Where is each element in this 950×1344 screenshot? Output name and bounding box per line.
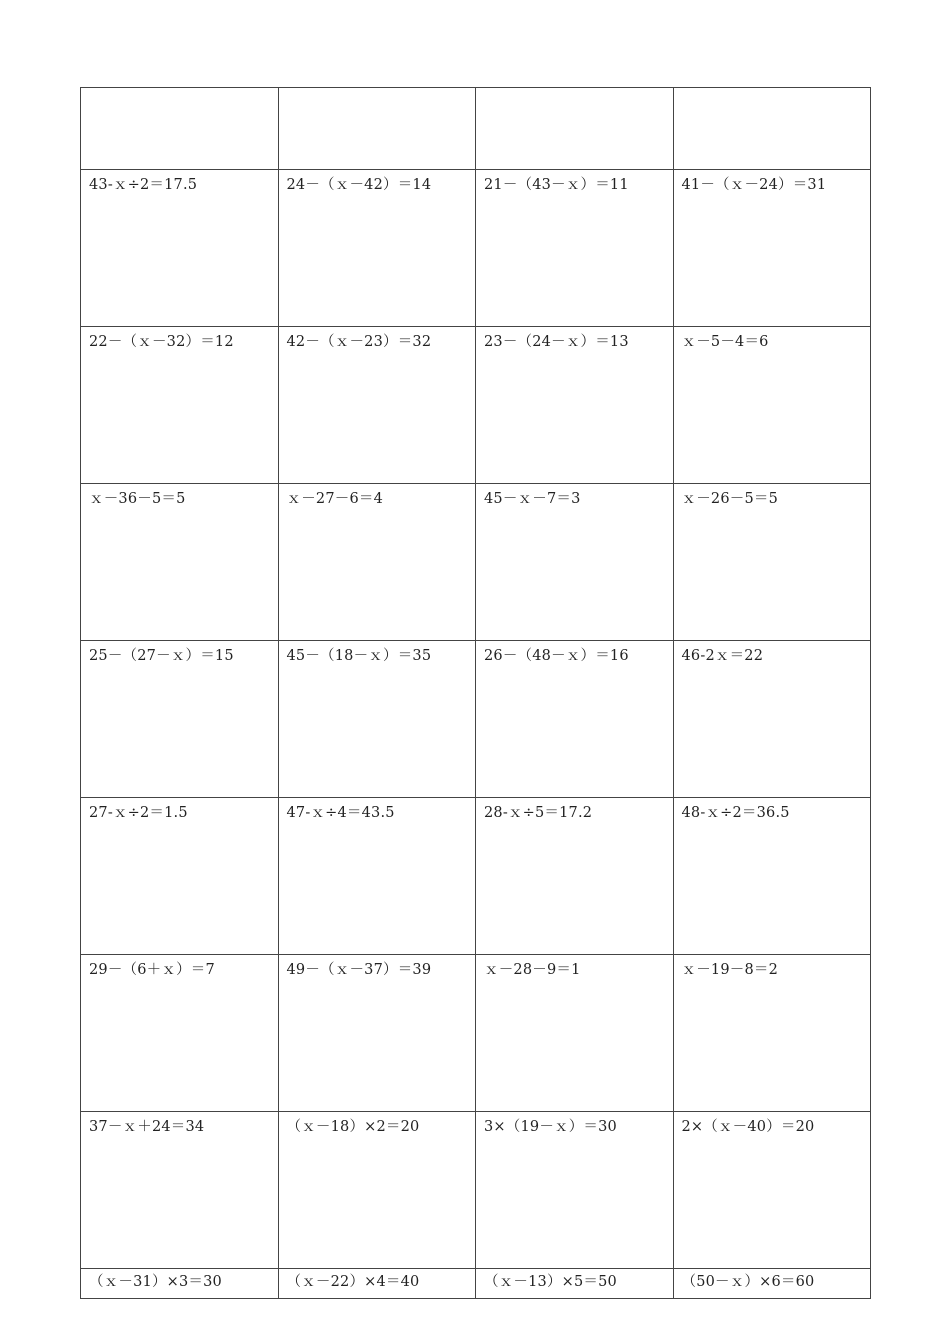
table-row — [81, 170, 871, 327]
equation-cell: ｘ－5－4＝6 — [673, 327, 871, 484]
equation-cell: 3×（19－ｘ）＝30 — [476, 1112, 674, 1269]
equation-worksheet-table — [80, 87, 871, 1299]
equation-cell — [278, 88, 476, 170]
equation-cell: （ｘ－22）×4＝40 — [278, 1269, 476, 1299]
equation-cell: （ｘ－13）×5＝50 — [476, 1269, 674, 1299]
equation-cell — [673, 88, 871, 170]
equation-cell: 45－（18－ｘ）＝35 — [278, 641, 476, 798]
equation-cell: 47-ｘ÷4＝43.5 — [278, 798, 476, 955]
equation-cell: 28-ｘ÷5＝17.2 — [476, 798, 674, 955]
equation-cell: 27-ｘ÷2＝1.5 — [81, 798, 279, 955]
equation-cell: 37－ｘ＋24＝34 — [81, 1112, 279, 1269]
equation-cell: （50－ｘ）×6＝60 — [673, 1269, 871, 1299]
equation-cell: 29－（6＋ｘ）＝7 — [81, 955, 279, 1112]
equation-cell: 24－（ｘ－42）＝14 — [278, 170, 476, 327]
equation-cell: 49－（ｘ－37）＝39 — [278, 955, 476, 1112]
table-row — [81, 1112, 871, 1269]
equation-cell: 2×（ｘ－40）＝20 — [673, 1112, 871, 1269]
equation-cell: ｘ－28－9＝1 — [476, 955, 674, 1112]
table-row — [81, 641, 871, 798]
equation-cell: 46-2ｘ＝22 — [673, 641, 871, 798]
table-row — [81, 1269, 871, 1299]
equation-cell: ｘ－27－6＝4 — [278, 484, 476, 641]
equation-cell: （ｘ－31）×3＝30 — [81, 1269, 279, 1299]
equation-cell: ｘ－36－5＝5 — [81, 484, 279, 641]
equation-cell: 41－（ｘ－24）＝31 — [673, 170, 871, 327]
equation-cell: ｘ－19－8＝2 — [673, 955, 871, 1112]
equation-cell: ｘ－26－5＝5 — [673, 484, 871, 641]
equation-cell: 23－（24－ｘ）＝13 — [476, 327, 674, 484]
table-row — [81, 88, 871, 170]
equation-cell: 26－（48－ｘ）＝16 — [476, 641, 674, 798]
table-row — [81, 798, 871, 955]
equation-cell — [81, 88, 279, 170]
equation-cell: 45－ｘ－7＝3 — [476, 484, 674, 641]
equation-cell: 25－（27－ｘ）＝15 — [81, 641, 279, 798]
equation-cell: 21－（43－ｘ）＝11 — [476, 170, 674, 327]
table-row — [81, 484, 871, 641]
equation-cell: 43-ｘ÷2＝17.5 — [81, 170, 279, 327]
table-row — [81, 327, 871, 484]
table-row — [81, 955, 871, 1112]
equation-cell: 48-ｘ÷2＝36.5 — [673, 798, 871, 955]
equation-cell — [476, 88, 674, 170]
equation-cell: 22－（ｘ－32）＝12 — [81, 327, 279, 484]
equation-cell: 42－（ｘ－23）＝32 — [278, 327, 476, 484]
equation-cell: （ｘ－18）×2＝20 — [278, 1112, 476, 1269]
